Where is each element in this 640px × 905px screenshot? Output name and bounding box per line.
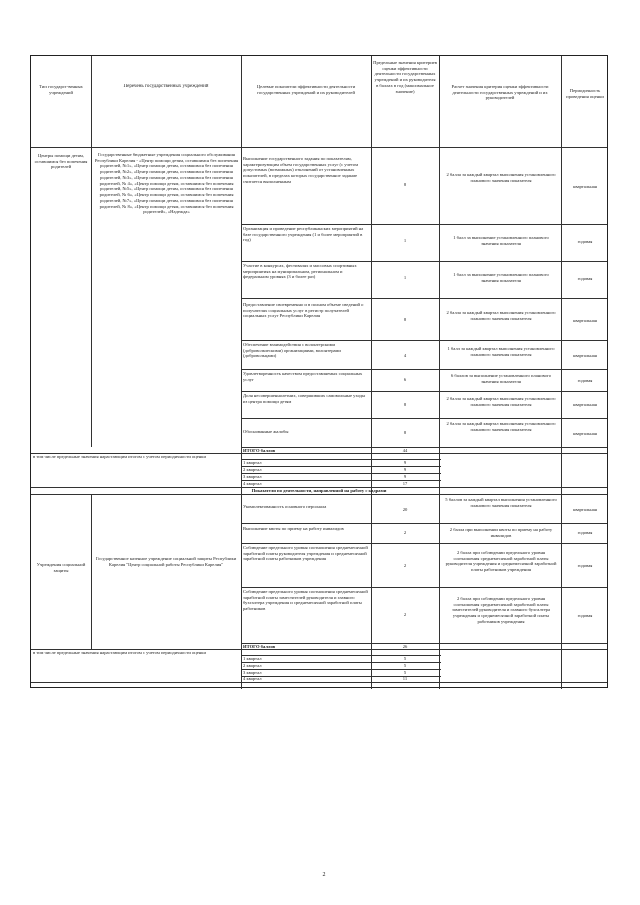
- s1-calc-4: 2 балла за каждый квартал выполнения установленного планового значения показателя: [446, 310, 556, 321]
- s2-score-4: 2: [403, 612, 407, 617]
- section2-type: Учреждения социальной защиты: [36, 562, 86, 573]
- s1-cumulative-label: в том числе предельные значения нарастающим итогом с учетом периодичности оценки: [33, 454, 206, 459]
- evaluation-table: [30, 55, 608, 688]
- s1-period-2: годовая: [577, 239, 593, 244]
- s1-score-8: 8: [403, 430, 407, 435]
- s1-q1-label: 1 квартал: [243, 460, 262, 465]
- s1-calc-5: 1 балл за каждый квартал выполнения установленного планового значения показателя: [447, 346, 555, 357]
- s2-period-3: годовая: [577, 563, 593, 568]
- s1-q3-value: 9: [403, 474, 407, 479]
- s2-q2-value: 5: [403, 663, 407, 668]
- s2-cumulative-label: в том числе предельные значения нарастающим итогом с учетом периодичности оценки: [33, 650, 206, 655]
- s2-score-1: 20: [402, 507, 408, 512]
- s2-total-label: ИТОГО баллов: [243, 644, 276, 649]
- s1-q2-label: 2 квартал: [243, 467, 262, 472]
- s1-score-2: 1: [403, 238, 407, 243]
- s1-calc-6: 6 баллов за выполнение установленного планового значения показателя: [450, 373, 551, 384]
- s2-calc-4: 2 балла при соблюдении предельного уровня соотношения среднемесячной заработной платы заместителей руководителя и главного бухгалтера учреждения и среднемесячной заработной платы работников учреждения: [451, 596, 551, 624]
- s2-indicator-1: Укомплектованность основного персонала: [243, 504, 327, 509]
- s1-q4-value: 17: [402, 481, 408, 486]
- s1-q2-value: 9: [403, 467, 407, 472]
- s1-score-1: 8: [403, 182, 407, 187]
- s1-score-3: 1: [403, 275, 407, 280]
- section1-type: Центры помощи детям, оставшимся без попечения родителей: [34, 153, 88, 170]
- s2-q4-value: 11: [402, 676, 408, 681]
- s2-indicator-4: Соблюдение предельного уровня соотношения среднемесячной заработной платы заместителей руководителя и главного бухгалтера учреждения и среднемесячной заработной платы работников: [243, 589, 368, 612]
- s1-calc-2: 1 балл за выполнение установленного планового значения показателя: [453, 235, 549, 246]
- s1-score-5: 4: [403, 353, 407, 358]
- header-max-score: Предельные значения критериев оценки эффективности деятельности государственных учреждений и их руководителя в баллах в год (максимальное значение): [373, 60, 437, 94]
- s2-q2-label: 2 квартал: [243, 663, 262, 668]
- header-indicators: Целевые показатели эффективности деятельности государственных учреждений и их руководителей: [256, 84, 356, 95]
- s1-period-8: квартальная: [573, 431, 597, 436]
- s1-calc-7: 2 балла за каждый квартал выполнения установленного планового значения показателя: [446, 396, 556, 407]
- s1-q4-label: 4 квартал: [243, 481, 262, 486]
- header-calculation: Расчет значения критерия оценки эффективности деятельности государственных учреждений и их руководителей: [451, 84, 549, 101]
- s1-period-1: квартальная: [573, 184, 597, 189]
- page-number: 2: [322, 872, 326, 878]
- section1-institutions: Государственные бюджетные учреждения социального обслуживания Республики Карелия - «Центр помощи детям, оставшимся без попечения родителей, №1», «Центр помощи детям, оставшимся без попечения родителей, №2», «Центр помощи детям, оставшимся без попечения родителей, №3», «Центр помощи детям, оставшимся без попечения родителей, № 4», «Центр помощи детям, оставшимся без попечения родителей, №5», «Центр помощи детям, оставшимся без попечения родителей, № 6», «Центр помощи детям, оставшимся без попечения родителей, №7», «Центр помощи детям, оставшимся без попечения родителей, № 8», «Центр помощи детям, оставшимся без попечения родителей», «Надежда»: [94, 152, 239, 215]
- header-type: Тип государст-венных учреждений: [39, 84, 83, 95]
- s1-indicator-3: Участие в конкурсах, фестивалях и массовых спортивных мероприятиях на муниципальном, региональном и федеральном уровнях (3 и более раз): [243, 263, 357, 280]
- s1-period-3: годовая: [577, 276, 593, 281]
- s1-calc-1: 2 балла за каждый квартал выполнения установленного планового значения показателя: [446, 172, 556, 183]
- s1-q1-value: 9: [403, 460, 407, 465]
- s1-q3-label: 3 квартал: [243, 474, 262, 479]
- s2-calc-1: 5 баллов за каждый квартал выполнения установленного планового значения показателя: [445, 497, 557, 508]
- s1-indicator-4: Предоставление своевременно и в полном объеме сведений о получателях социальных услуг в регистр получателей социальных услуг Республики Карелия: [243, 302, 364, 319]
- s2-q4-label: 4 квартал: [243, 676, 262, 681]
- s1-indicator-1: Выполнение государственного задания по показателям, характеризующим объем государственных услуг (с учетом допустимых (возможных) отклонений от установленных показателей, в пределах которых государственное задание считается выполненным: [243, 156, 358, 184]
- s1-total-value: 44: [402, 448, 408, 453]
- s1-period-5: квартальная: [573, 353, 597, 358]
- s2-q3-value: 5: [403, 670, 407, 675]
- s1-total-label: ИТОГО баллов: [243, 448, 276, 453]
- s2-calc-3: 2 балла при соблюдении предельного уровня соотношения среднемесячной заработной платы руководителя учреждения и среднемесячной заработной платы работников учреждения: [445, 550, 557, 573]
- s1-indicator-2: Организация и проведение республиканских мероприятий на базе государственного учреждения (1 и более мероприятий в год): [243, 226, 364, 243]
- s2-period-4: годовая: [577, 613, 593, 618]
- s2-q1-label: 1 квартал: [243, 656, 262, 661]
- s1-calc-3: 1 балл за выполнение установленного планового значения показателя: [453, 272, 549, 283]
- s1-period-7: квартальная: [573, 402, 597, 407]
- s2-period-1: квартальная: [573, 507, 597, 512]
- s2-total-value: 26: [402, 644, 408, 649]
- s1-indicator-8: Обоснованные жалобы: [243, 429, 289, 434]
- s1-period-6: годовая: [577, 378, 593, 383]
- s1-calc-8: 2 балла за каждый квартал выполнения установленного планового значения показателя: [446, 421, 556, 432]
- s2-score-3: 2: [403, 563, 407, 568]
- s1-score-4: 8: [403, 317, 407, 322]
- s1-indicator-5: Обеспечение взаимодействия с волонтерскими (добровольческими) организациями, волонтерами (добровольцами): [243, 342, 341, 359]
- s2-q1-value: 5: [403, 656, 407, 661]
- s1-indicator-7: Доля несовершеннолетних, совершивших самовольные уходы из центра помощи детям: [243, 393, 366, 404]
- s2-q3-label: 3 квартал: [243, 670, 262, 675]
- s2-period-2: годовая: [577, 530, 593, 535]
- s1-indicator-6: Удовлетворенность качеством предоставляемых социальных услуг: [243, 371, 363, 382]
- s2-calc-2: 2 балла при выполнении квоты по приему на работу инвалидов: [449, 527, 553, 538]
- header-institutions: Перечень государственных учреждений: [123, 84, 209, 89]
- s2-score-2: 2: [403, 530, 407, 535]
- section2-institutions: Государственное казенное учреждение социальной защиты Республики Карелия "Центр социальной работы Республики Карелия": [95, 556, 237, 567]
- s1-score-7: 8: [403, 402, 407, 407]
- header-periodicity: Периодичность проведения оценки: [566, 88, 604, 99]
- s2-indicator-2: Выполнение квоты по приему на работу инвалидов: [243, 526, 344, 531]
- s2-indicator-3: Соблюдение предельного уровня соотношения среднемесячной заработной платы руководителя учреждения и среднемесячной заработной платы работников учреждения: [243, 545, 368, 562]
- s1-period-4: квартальная: [573, 318, 597, 323]
- section2-heading: Показатели по деятельности, направленной на работу с кадрами: [251, 488, 387, 493]
- s1-score-6: 6: [403, 377, 407, 382]
